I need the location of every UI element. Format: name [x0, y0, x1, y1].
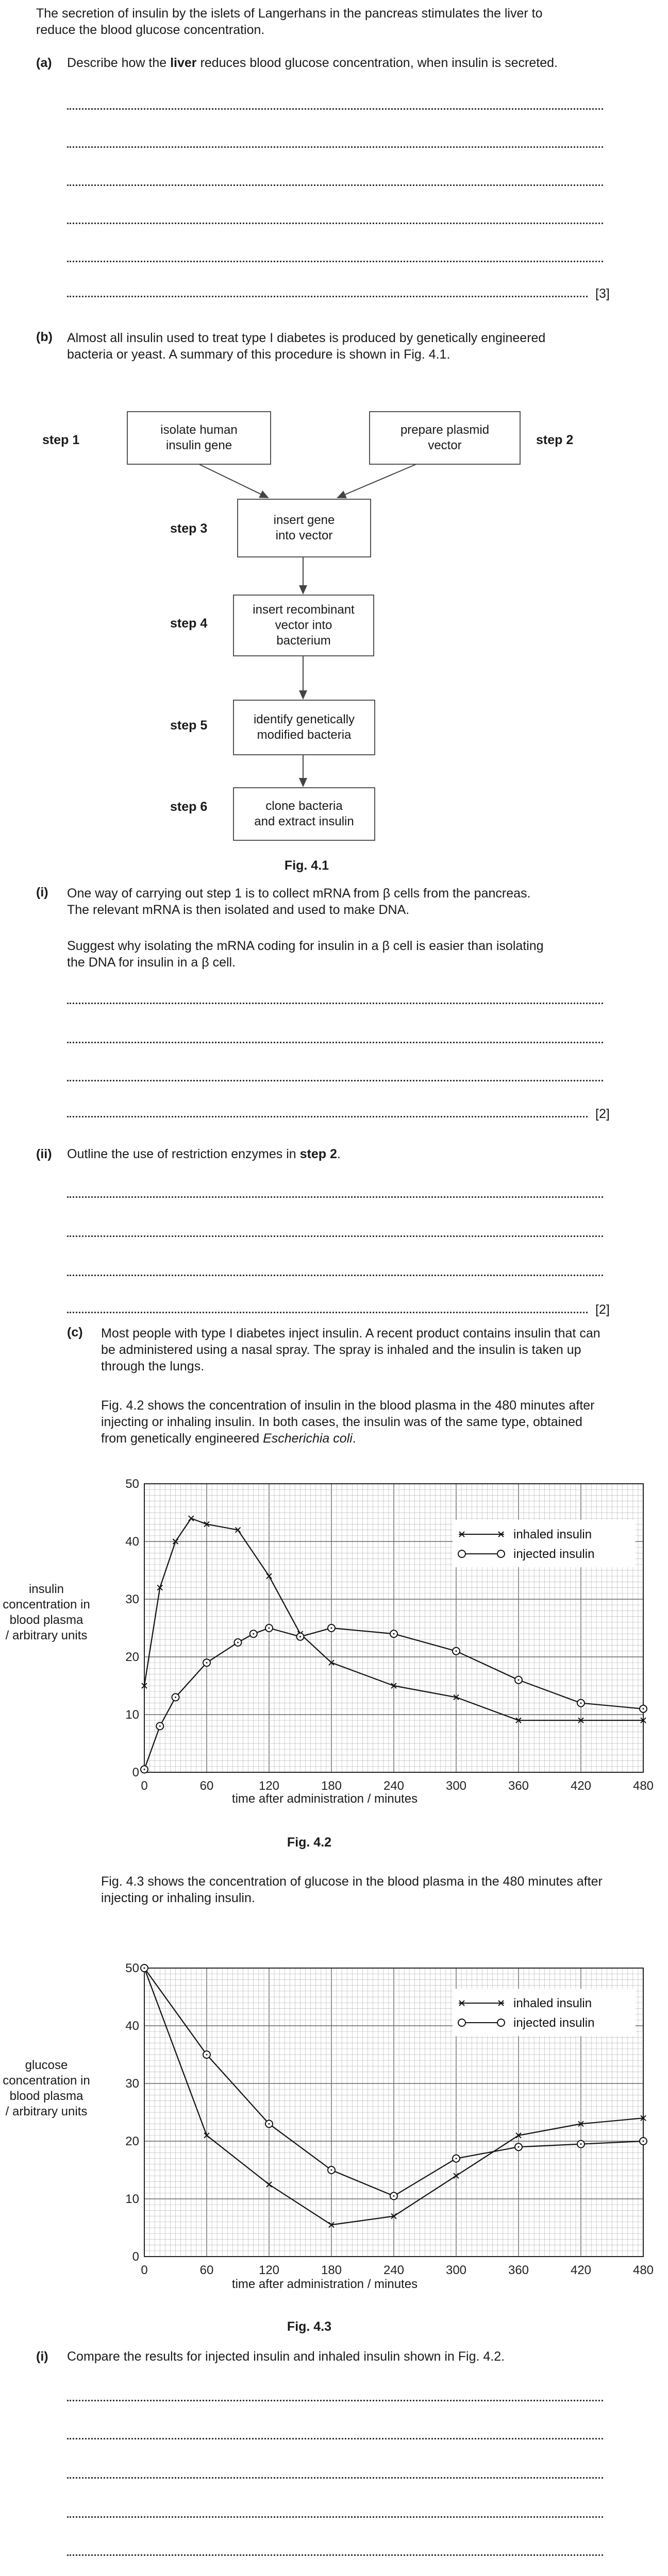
step-4-line: vector into [275, 618, 332, 632]
step-4-line: insert recombinant [253, 603, 355, 617]
x-tick-label: 120 [258, 1779, 280, 1793]
figure-4-1-caption: Fig. 4.1 [284, 858, 329, 873]
y-tick-label: 40 [125, 1535, 139, 1549]
question-a-label: (a) [36, 56, 52, 70]
legend-marker-circle [497, 2019, 505, 2026]
x-tick-label: 420 [570, 1779, 592, 1793]
x-tick-label: 480 [632, 1779, 654, 1793]
question-a-text-post: reduces blood glucose concentration, when insulin is secreted. [196, 56, 558, 70]
fig43-xlabel: time after administration / minutes [231, 2277, 418, 2291]
figure-4-3-caption: Fig. 4.3 [287, 2319, 332, 2334]
question-ci-text: Compare the results for injected insulin and inhaled insulin shown in Fig. 4.2. [67, 2349, 505, 2364]
legend-label: injected insulin [513, 2016, 595, 2030]
question-c-line3-pre: from genetically engineered [101, 1431, 263, 1446]
data-point-center [580, 2143, 582, 2145]
x-tick-label: 420 [570, 2263, 592, 2277]
question-bi-label: (i) [36, 885, 48, 900]
step-4-label: step 4 [170, 616, 208, 631]
marks-bi: [2] [595, 1107, 610, 1121]
marks-a: [3] [595, 286, 610, 301]
y-tick-label: 50 [125, 1961, 139, 1975]
question-b-line: bacteria or yeast. A summary of this procedure is shown in Fig. 4.1. [67, 347, 450, 362]
y-tick-label: 50 [125, 1477, 139, 1491]
x-tick-label: 240 [383, 1779, 405, 1793]
answer-line[interactable] [67, 2438, 603, 2439]
question-c-line: be administered using a nasal spray. The spray is inhaled and the insulin is taken up [101, 1343, 581, 1357]
question-b-line: Almost all insulin used to treat type I diabetes is produced by genetically engineered [67, 331, 546, 345]
y-tick-label: 30 [125, 2077, 139, 2091]
question-c-line: Most people with type I diabetes inject insulin. A recent product contains insulin that can [101, 1326, 600, 1341]
step-2-line: prepare plasmid [400, 423, 490, 437]
question-bi-line: One way of carrying out step 1 is to collect mRNA from β cells from the pancreas. [67, 886, 531, 901]
x-tick-label: 240 [383, 2263, 405, 2277]
data-point-center [331, 2170, 332, 2171]
step-4-line: bacterium [276, 634, 331, 648]
fig43-ylabel-line: glucose [25, 2058, 68, 2072]
step-5-line: modified bacteria [257, 728, 352, 742]
x-tick-label: 360 [508, 1779, 529, 1793]
answer-line[interactable] [67, 2554, 603, 2556]
marks-bii: [2] [595, 1302, 610, 1317]
y-tick-label: 0 [132, 1766, 139, 1780]
legend-label: inhaled insulin [513, 1996, 592, 2010]
question-bii-text-pre: Outline the use of restriction enzymes in [67, 1147, 300, 1161]
step-3-line: into vector [275, 529, 333, 543]
data-point-center [518, 2146, 520, 2148]
question-a-text-pre: Describe how the [67, 56, 171, 70]
legend [453, 1989, 636, 2036]
step-3-line: insert gene [273, 513, 335, 527]
fig42-xlabel: time after administration / minutes [231, 1792, 418, 1806]
fig43-ylabel-line: / arbitrary units [5, 2105, 88, 2119]
answer-line[interactable] [67, 2477, 603, 2479]
step-1-line: isolate human [160, 423, 238, 437]
question-a-text-bold: liver [170, 56, 197, 70]
legend-marker-circle [458, 2019, 465, 2026]
y-tick-label: 20 [125, 2134, 139, 2148]
x-tick-label: 300 [445, 1779, 467, 1793]
fig43-intro-line: Fig. 4.3 shows the concentration of glucose in the blood plasma in the 480 minutes after [101, 1874, 603, 1889]
question-ci-label: (i) [36, 2349, 48, 2364]
question-c-line: Fig. 4.2 shows the concentration of insulin in the blood plasma in the 480 minutes after [101, 1398, 595, 1413]
x-tick-label: 0 [141, 1779, 148, 1793]
question-c-line3-post: . [352, 1431, 356, 1446]
step-5-label: step 5 [170, 718, 208, 733]
step-6-line: clone bacteria [265, 799, 343, 813]
question-bii-label: (ii) [36, 1147, 52, 1161]
y-tick-label: 0 [132, 2250, 139, 2264]
fig42-ylabel-line: / arbitrary units [5, 1629, 88, 1642]
step-6-label: step 6 [170, 800, 208, 814]
step-2-label: step 2 [536, 433, 574, 447]
fig43-ylabel-line: blood plasma [9, 2089, 84, 2103]
question-bi-prompt-line: the DNA for insulin in a β cell. [67, 955, 236, 970]
legend-label: injected insulin [513, 1547, 595, 1561]
question-c-line: injecting or inhaling insulin. In both cases, the insulin was of the same type, obtained [101, 1415, 582, 1429]
fig43-ylabel-line: concentration in [3, 2074, 90, 2088]
y-tick-label: 10 [125, 2192, 139, 2206]
y-tick-label: 10 [125, 1708, 139, 1722]
x-tick-label: 480 [632, 2263, 654, 2277]
question-bii-text-post: . [337, 1147, 341, 1161]
fig42-ylabel-line: concentration in [3, 1598, 90, 1612]
step-6-line: and extract insulin [254, 815, 354, 828]
y-tick-label: 20 [125, 1650, 139, 1664]
step-3-label: step 3 [170, 521, 208, 536]
data-point-center [643, 2141, 644, 2142]
x-tick-label: 300 [445, 2263, 467, 2277]
x-tick-label: 0 [141, 2263, 148, 2277]
step-5-line: identify genetically [253, 713, 355, 726]
question-c-line: through the lungs. [101, 1359, 205, 1374]
x-tick-label: 60 [199, 2263, 214, 2277]
question-bi-prompt-line: Suggest why isolating the mRNA coding for insulin in a β cell is easier than isolating [67, 939, 544, 953]
fig42-ylabel-line: blood plasma [9, 1613, 84, 1627]
y-tick-label: 30 [125, 1592, 139, 1606]
x-tick-label: 120 [258, 2263, 280, 2277]
step-2-line: vector [428, 438, 462, 452]
answer-line[interactable] [67, 2400, 603, 2401]
data-point-center [206, 2054, 208, 2056]
fig42-ylabel-line: insulin [28, 1582, 64, 1596]
fig43-intro-line: injecting or inhaling insulin. [101, 1891, 255, 1905]
intro-line: The secretion of insulin by the islets of Langerhans in the pancreas stimulates the liver to [36, 6, 543, 21]
data-point-center [393, 2195, 395, 2197]
question-b-label: (b) [36, 330, 53, 344]
question-c-line3-italic: Escherichia coli [263, 1431, 353, 1446]
legend-label: inhaled insulin [513, 1528, 592, 1541]
answer-line[interactable] [67, 2516, 603, 2518]
figure-4-2-caption: Fig. 4.2 [287, 1835, 332, 1850]
data-point-center [269, 2123, 270, 2125]
x-tick-label: 180 [321, 2263, 342, 2277]
intro-line: reduce the blood glucose concentration. [36, 23, 265, 37]
data-point-center [456, 2158, 457, 2159]
question-bi-line: The relevant mRNA is then isolated and used to make DNA. [67, 903, 410, 917]
step-1-label: step 1 [42, 433, 80, 447]
question-bii-text-bold: step 2 [299, 1147, 337, 1161]
x-tick-label: 360 [508, 2263, 529, 2277]
data-point-center [144, 1968, 145, 1969]
y-tick-label: 40 [125, 2019, 139, 2033]
question-c-label: (c) [67, 1325, 83, 1340]
x-tick-label: 180 [321, 1779, 342, 1793]
x-tick-label: 60 [199, 1779, 214, 1793]
step-1-line: insulin gene [165, 438, 232, 452]
